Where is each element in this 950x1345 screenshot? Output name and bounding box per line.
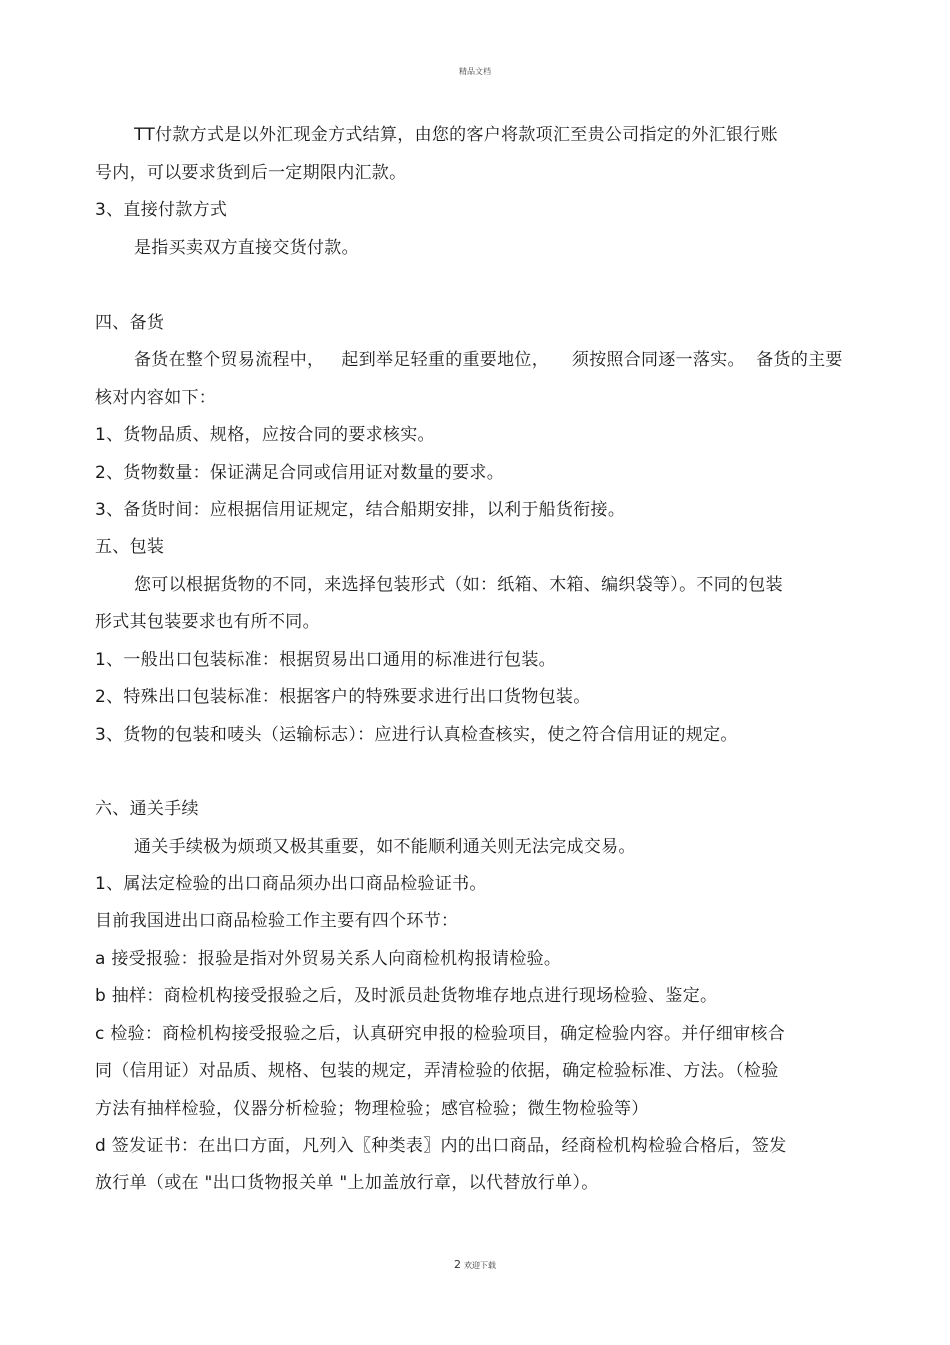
footer-text: 欢迎下载 — [464, 1261, 496, 1270]
page-number: 2 — [454, 1258, 461, 1271]
section-heading: 四、备货 — [95, 313, 165, 333]
section-heading: 五、包装 — [95, 537, 165, 557]
list-item: 3、备货时间：应根据信用证规定，结合船期安排，以利于船货衔接。 — [95, 500, 626, 520]
paragraph-line: 是指买卖双方直接交货付款。 — [134, 238, 359, 258]
list-item: 2、特殊出口包装标准：根据客户的特殊要求进行出口货物包装。 — [95, 687, 591, 707]
list-item: 1、货物品质、规格，应按合同的要求核实。 — [95, 425, 435, 445]
paragraph-line: 形式其包装要求也有所不同。 — [95, 612, 320, 632]
list-item: 1、一般出口包装标准：根据贸易出口通用的标准进行包装。 — [95, 650, 556, 670]
list-item: b 抽样：商检机构接受报验之后，及时派员赴货物堆存地点进行现场检验、鉴定。 — [95, 986, 718, 1006]
paragraph-line: 放行单（或在 "出口货物报关单 "上加盖放行章，以代替放行单）。 — [95, 1173, 599, 1193]
paragraph-line: 号内，可以要求货到后一定期限内汇款。 — [95, 163, 407, 183]
paragraph-line: 同（信用证）对品质、规格、包装的规定，弄清检验的依据，确定检验标准、方法。（检验 — [95, 1061, 779, 1081]
paragraph-line: 通关手续极为烦琐又极其重要，如不能顺利通关则无法完成交易。 — [134, 837, 636, 857]
page-footer — [0, 1258, 950, 1271]
paragraph-line: 备货在整个贸易流程中， 起到举足轻重的重要地位， 须按照合同逐一落实。 备货的主要 — [134, 350, 843, 370]
page-header: 精品文档 — [459, 67, 491, 76]
paragraph-line: 您可以根据货物的不同，来选择包装形式（如：纸箱、木箱、编织袋等）。不同的包装 — [134, 575, 783, 595]
list-item: c 检验：商检机构接受报验之后，认真研究申报的检验项目，确定检验内容。并仔细审核合 — [95, 1024, 786, 1044]
paragraph-line: TT付款方式是以外汇现金方式结算，由您的客户将款项汇至贵公司指定的外汇银行账 — [134, 125, 778, 145]
list-item: 2、货物数量：保证满足合同或信用证对数量的要求。 — [95, 463, 505, 483]
paragraph-line: 核对内容如下： — [95, 388, 217, 408]
list-item: a 接受报验：报验是指对外贸易关系人向商检机构报请检验。 — [95, 949, 562, 969]
list-item: 1、属法定检验的出口商品须办出口商品检验证书。 — [95, 874, 487, 894]
list-item: d 签发证书：在出口方面，凡列入〖种类表〗内的出口商品，经商检机构检验合格后，签发 — [95, 1136, 787, 1156]
list-item: 3、直接付款方式 — [95, 200, 228, 220]
list-item: 3、货物的包装和唛头（运输标志）：应进行认真检查核实，使之符合信用证的规定。 — [95, 725, 738, 745]
paragraph-line: 目前我国进出口商品检验工作主要有四个环节： — [95, 911, 459, 931]
paragraph-line: 方法有抽样检验，仪器分析检验；物理检验；感官检验；微生物检验等） — [95, 1099, 649, 1119]
section-heading: 六、通关手续 — [95, 799, 199, 819]
